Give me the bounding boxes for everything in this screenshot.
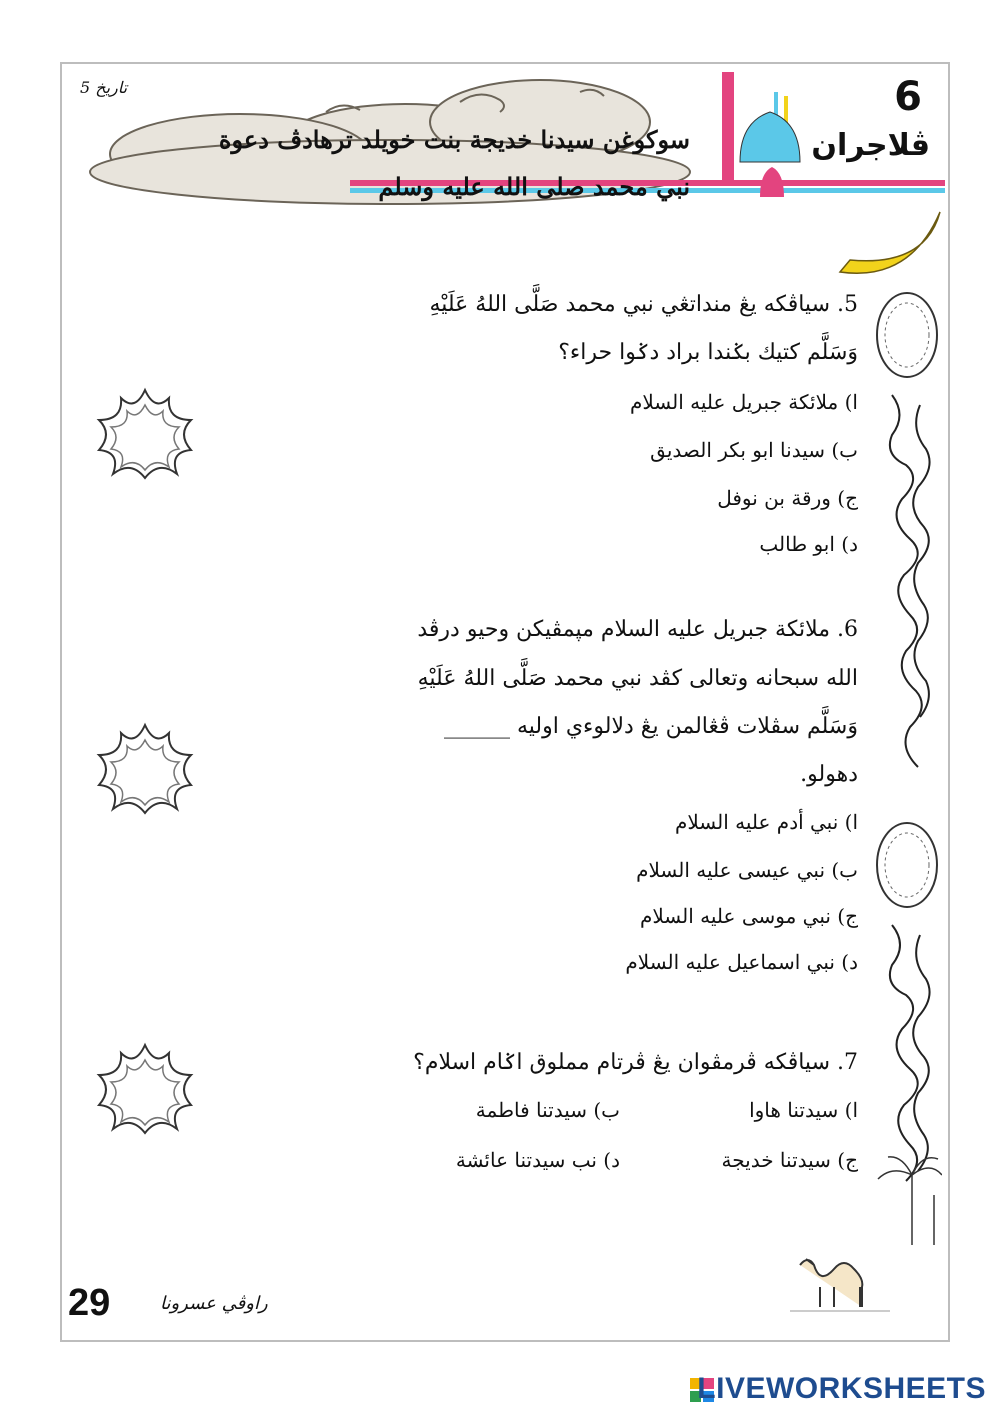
question-5-line1: 5. سياڤكه يڠ منداتڠي نبي محمد صَلَّى اللهُ عَلَيْهِ (429, 292, 858, 317)
question-7-line1: 7. سياڤكه ڤرمڤوان يڠ ڤرتام مملوق اݢام اسلام؟ (413, 1050, 858, 1075)
camel-icon (790, 1225, 890, 1315)
question-6-line1: 6. ملائكة جبريل عليه السلام مپمڤيكن وحيو درڤد (417, 617, 858, 642)
question-7-option-c[interactable]: ج) سيدتنا خديجة (721, 1148, 858, 1172)
question-5-option-b[interactable]: ب) سيدنا ابو بكر الصديق (650, 438, 858, 462)
lesson-title-line1: سوكوغن سيدنا خديجة بنت خويلد ترهادڤ دعوة (218, 125, 690, 154)
lesson-title-line2: نبي محمد صلى الله عليه وسلم (378, 172, 690, 201)
question-6-option-d[interactable]: د) نبي اسماعيل عليه السلام (625, 950, 858, 974)
question-6-option-c[interactable]: ج) نبي موسى عليه السلام (639, 904, 858, 928)
question-5-option-a[interactable]: ا) ملائكة جبريل عليه السلام (629, 390, 858, 414)
mosque-icon (722, 72, 800, 197)
lesson-label: ڤلاجران (811, 128, 930, 163)
author-signature: راوڤي عسرونا (160, 1293, 268, 1314)
question-5-line2: وَسَلَّم كتيك بݢندا براد دݢوا حراء؟ (558, 340, 858, 365)
lesson-number: 6 (894, 74, 922, 120)
question-6-option-b[interactable]: ب) نبي عيسى عليه السلام (636, 858, 858, 882)
question-7-option-b[interactable]: ب) سيدتنا فاطمة (475, 1098, 620, 1122)
flower-icon (95, 385, 195, 510)
question-5-option-c[interactable]: ج) ورقة بن نوفل (717, 486, 858, 510)
question-7-option-a[interactable]: ا) سيدتنا هاوا (749, 1098, 858, 1122)
question-6-line4: دهولو. (800, 762, 858, 787)
question-6-line2: الله سبحانه وتعالى كڤد نبي محمد صَلَّى اللهُ عَلَيْهِ (417, 666, 858, 691)
question-6-line3: وَسَلَّم سڤلات ڤڠالمن يڠ دلالوءي اوليه ______ (443, 714, 858, 739)
question-7-option-d[interactable]: د) نب سيدتنا عائشة (455, 1148, 620, 1172)
flower-icon (95, 1040, 195, 1165)
date-label: تاريخ 5 (80, 78, 128, 97)
page-number: 29 (68, 1282, 111, 1324)
liveworksheets-brand[interactable]: LIVEWORKSHEETS (697, 1372, 986, 1405)
question-6-option-a[interactable]: ا) نبي أدم عليه السلام (674, 810, 858, 834)
crescent-moon-icon (840, 212, 940, 273)
question-5-option-d[interactable]: د) ابو طالب (759, 532, 858, 556)
calligraphy-border (872, 285, 942, 1245)
flower-icon (95, 720, 195, 845)
